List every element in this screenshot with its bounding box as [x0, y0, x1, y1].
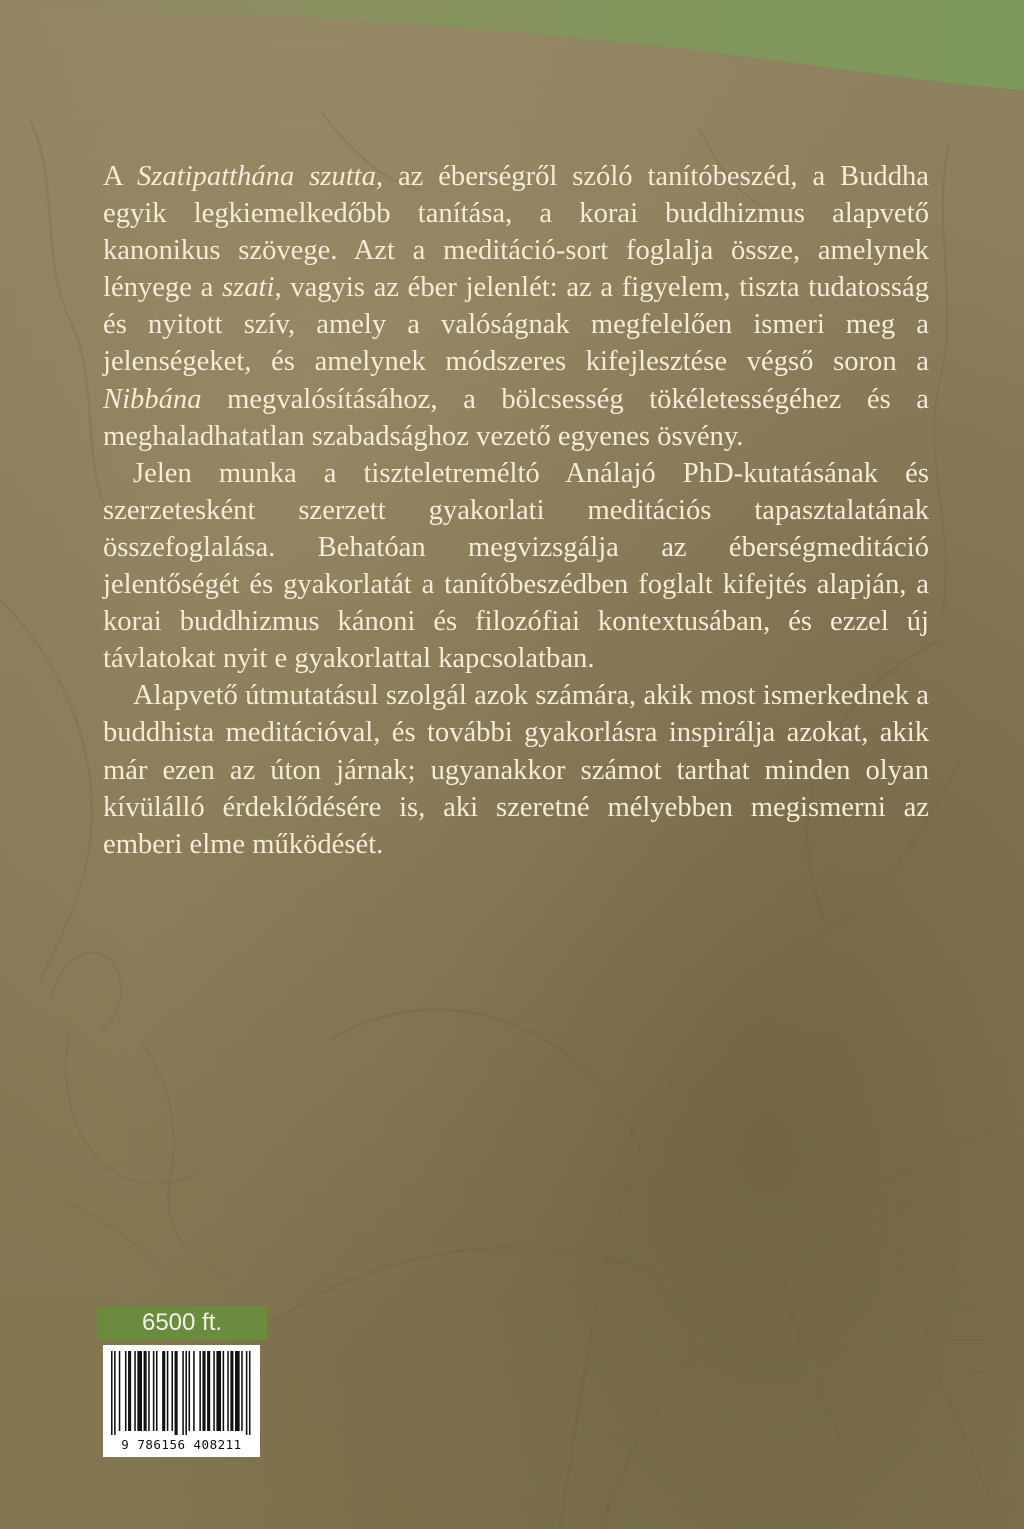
barcode-bar	[144, 1351, 147, 1431]
barcode-bar	[111, 1351, 113, 1435]
paragraph-1	[103, 158, 929, 455]
isbn-barcode	[103, 1345, 260, 1457]
p1-part-1: az éberségről szóló tanítóbeszéd, a Buddha egyik legkiemelkedőbb tanítása, a korai buddhizmus alapvető kanonikus szövege. Azt a meditáció-sort foglalja össze, amelynek lényege a	[103, 161, 929, 304]
isbn-number: 9 786156 408211	[121, 1437, 242, 1452]
barcode-bar	[182, 1351, 184, 1435]
barcode-bar	[223, 1351, 225, 1431]
barcode-bar	[202, 1351, 205, 1431]
barcode-bar	[227, 1351, 229, 1431]
barcode-bar	[207, 1351, 210, 1431]
description-text	[103, 158, 929, 863]
barcode-bar	[241, 1351, 243, 1431]
barcode-bar	[119, 1351, 121, 1431]
barcode-bar	[125, 1351, 127, 1431]
barcode-bar	[185, 1351, 187, 1435]
price-tag: 6500 ft.	[97, 1306, 267, 1340]
barcode-bar	[189, 1351, 191, 1431]
barcode-bar	[153, 1351, 155, 1431]
p1-intro: A	[103, 161, 137, 192]
barcode-bar	[148, 1351, 150, 1431]
title-szatipatthana: Szatipatthána szutta,	[136, 161, 384, 192]
barcode-bar	[156, 1351, 158, 1431]
p1-part-2: , vagyis az éber jelenlét: az a figyelem, tiszta tudatosság és nyitott szív, amely a valóságnak megfelelően ismeri meg a jelenségeket, és amelynek módszeres kifejlesztése végső soron a	[103, 272, 929, 378]
barcode-bar	[193, 1351, 195, 1431]
barcode-bar	[162, 1351, 165, 1431]
barcode-bar	[134, 1351, 136, 1431]
barcode-bar	[171, 1351, 173, 1431]
barcode-bar	[213, 1351, 215, 1431]
term-szati: szati	[221, 272, 275, 304]
barcode-bar	[235, 1351, 240, 1431]
paragraph-3: Alapvető útmutatásul szolgál azok számára, akik most ismerkednek a buddhista meditációval, és további gyakorlásra inspirálja azokat, akik már ezen az úton járnak; ugyanakkor számot tarthat minden olyan kívülálló érdeklődésére is, aki szeretné mélyebben megismerni az emberi elme működését.	[103, 680, 929, 860]
barcode-bar	[216, 1351, 221, 1431]
barcode-bar	[175, 1351, 178, 1435]
barcode-bar	[137, 1351, 142, 1431]
p1-part-3: megvalósításához, a bölcsesség tökéletességéhez és a meghaladhatatlan szabadsághoz vezető egyenes ösvény.	[103, 383, 929, 452]
barcode-bars	[103, 1345, 260, 1437]
barcode-bar	[199, 1351, 201, 1431]
barcode-bar	[114, 1351, 116, 1435]
term-nibbana: Nibbána	[103, 383, 202, 415]
barcode-bar	[167, 1351, 169, 1431]
barcode-bar	[249, 1351, 251, 1435]
barcode-bar	[128, 1351, 131, 1431]
barcode-bar	[230, 1351, 233, 1431]
barcode-bar	[246, 1351, 248, 1435]
paragraph-2: Jelen munka a tiszteletreméltó Análajó PhD-kutatásának és szerzetesként szerzett gyakorlati meditációs tapasztalatának összefoglalása. Behatóan megvizsgálja az éberségmeditáció jelentőségét és gyakorlatát a tanítóbeszédben foglalt kifejtés alapján, a korai buddhizmus kánoni és filozófiai kontextusában, és ezzel új távlatokat nyit e gyakorlattal kapcsolatban.	[103, 457, 929, 675]
